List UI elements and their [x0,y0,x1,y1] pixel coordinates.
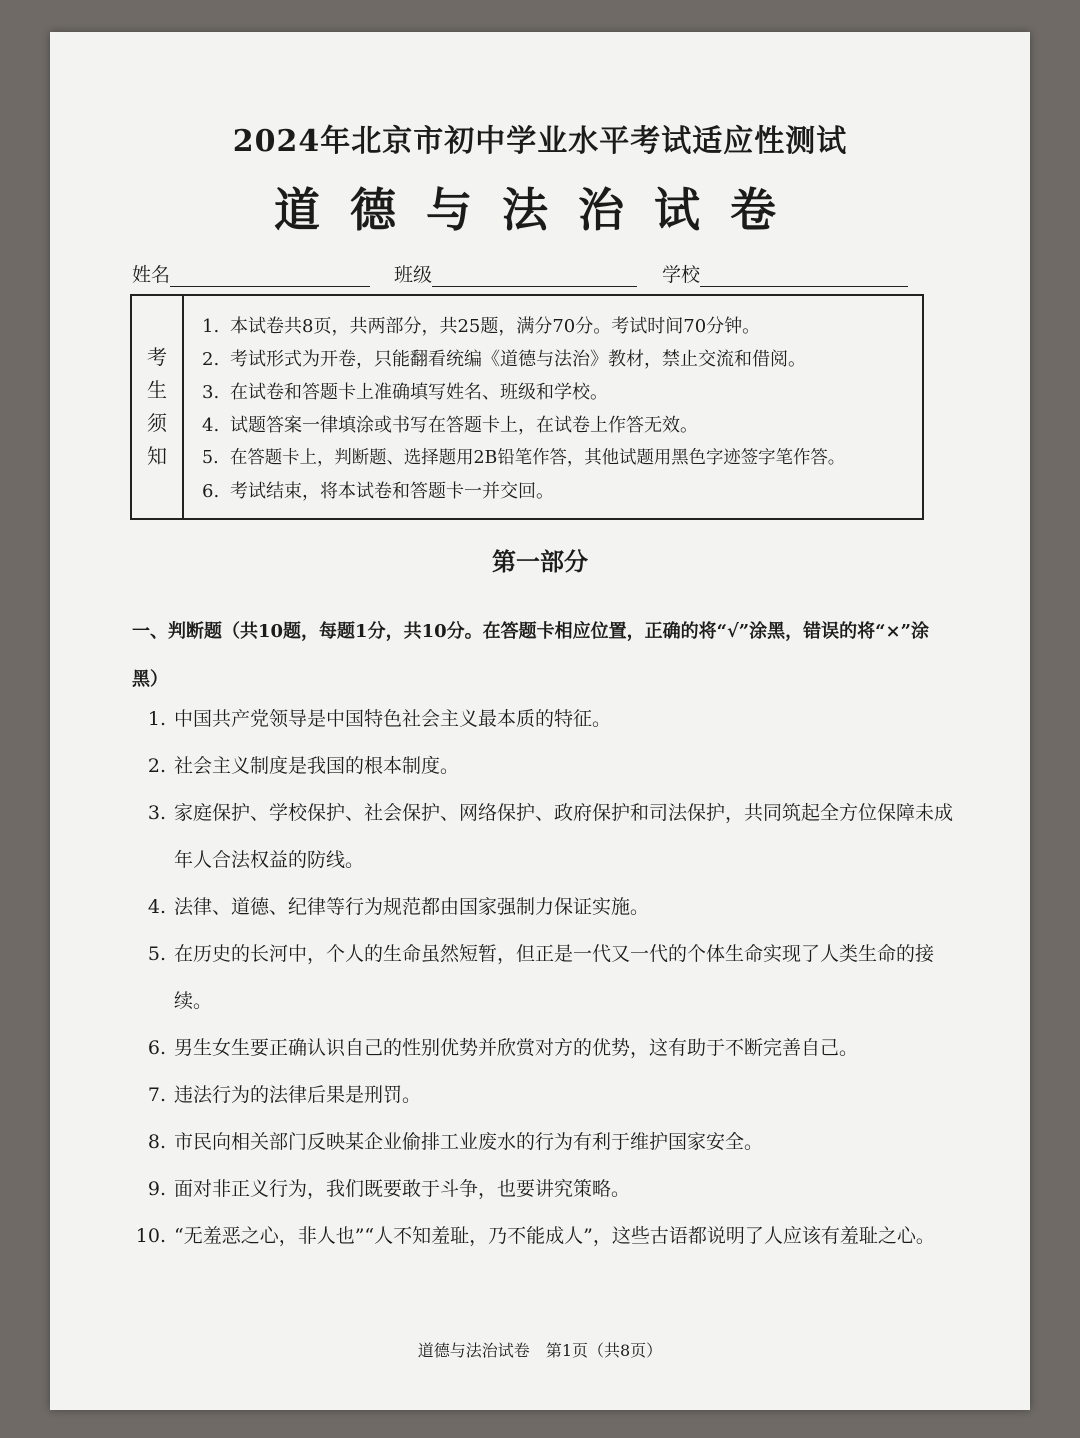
question-item [132,1166,962,1213]
name-blank-line [170,264,370,287]
name-field [132,260,370,287]
question-number: 10. [135,1225,166,1247]
notice-list [202,310,916,508]
question-text: 社会主义制度是我国的根本制度。 [174,755,460,777]
notice-item [202,409,916,442]
notice-item-number: 5. [202,448,219,468]
question-item [132,790,962,884]
question-number: 7. [147,1084,166,1106]
footer-doc-name: 道德与法治试卷 [417,1341,530,1360]
notice-item-number: 6. [202,481,220,502]
notice-item [202,475,916,508]
class-blank-line [432,264,637,287]
question-number: 9. [147,1178,166,1200]
question-list [132,696,962,1260]
notice-item-number: 4. [202,415,220,436]
page-footer [50,1338,1030,1361]
question-number: 2. [147,755,166,777]
question-number: 4. [147,896,166,918]
notice-item [202,376,916,409]
notice-label-char: 须 [147,411,167,435]
notice-item [202,442,916,475]
notice-item-number: 3. [202,382,220,403]
notice-item-text: 本试卷共8页，共两部分，共25题，满分70分。考试时间70分钟。 [230,316,761,337]
question-item [132,1072,962,1119]
question-item [132,1213,962,1260]
exam-paper [50,32,1030,1410]
question-number: 3. [147,802,166,824]
notice-item-text: 考试形式为开卷，只能翻看统编《道德与法治》教材，禁止交流和借阅。 [230,349,806,370]
notice-item-text: 试题答案一律填涂或书写在答题卡上，在试卷上作答无效。 [230,415,698,436]
notice-item-text: 在试卷和答题卡上准确填写姓名、班级和学校。 [230,382,608,403]
question-text: 在历史的长河中，个人的生命虽然短暂，但正是一代又一代的个体生命实现了人类生命的接续。 [174,943,935,1012]
exam-title: 2024年北京市初中学业水平考试适应性测试 [232,124,848,159]
question-number: 8. [147,1131,166,1153]
part-title: 第一部分 [492,547,588,576]
question-text: 男生女生要正确认识自己的性别优势并欣赏对方的优势，这有助于不断完善自己。 [174,1037,859,1059]
question-text: 中国共产党领导是中国特色社会主义最本质的特征。 [174,708,612,730]
school-blank-line [700,264,908,287]
question-number: 1. [147,708,166,730]
notice-item-number: 1. [202,316,220,337]
student-info-fields [132,260,932,296]
school-label: 学校 [662,264,701,286]
exam-subject-title: 道德与法治试卷 [274,183,806,237]
question-item [132,884,962,931]
notice-label-char: 考 [147,345,167,369]
question-item [132,743,962,790]
question-text: 面对非正义行为，我们既要敢于斗争，也要讲究策略。 [174,1178,631,1200]
question-number: 5. [147,943,166,965]
question-text: “无羞恶之心，非人也”“人不知羞耻，乃不能成人”，这些古语都说明了人应该有羞耻之心。 [174,1225,935,1247]
question-item [132,696,962,743]
class-label: 班级 [394,264,433,286]
question-text: 家庭保护、学校保护、社会保护、网络保护、政府保护和司法保护，共同筑起全方位保障未成年人合法权益的防线。 [174,802,954,871]
notice-label-char: 知 [147,444,167,468]
notice-item-text: 在答题卡上，判断题、选择题用2B铅笔作答，其他试题用黑色字迹签字笔作答。 [230,448,846,468]
question-number: 6. [147,1037,166,1059]
question-item [132,1025,962,1072]
notice-label-char: 生 [147,378,167,402]
question-text: 违法行为的法律后果是刑罚。 [174,1084,422,1106]
question-text: 法律、道德、纪律等行为规范都由国家强制力保证实施。 [174,896,650,918]
question-text: 市民向相关部门反映某企业偷排工业废水的行为有利于维护国家安全。 [174,1131,764,1153]
notice-item-text: 考试结束，将本试卷和答题卡一并交回。 [230,481,554,502]
question-item [132,1119,962,1166]
notice-label [132,296,184,518]
notice-item-number: 2. [202,349,220,370]
footer-page-info: 第1页（共8页） [545,1341,663,1360]
notice-item [202,343,916,376]
notice-item [202,310,916,343]
name-label: 姓名 [132,264,171,286]
section-header: 一、判断题（共10题，每题1分，共10分。在答题卡相应位置，正确的将“√”涂黑，错误的将“×”涂黑） [132,621,929,690]
school-field [662,260,908,287]
question-item [132,931,962,1025]
exam-notice-box [130,294,924,520]
class-field [394,260,637,287]
